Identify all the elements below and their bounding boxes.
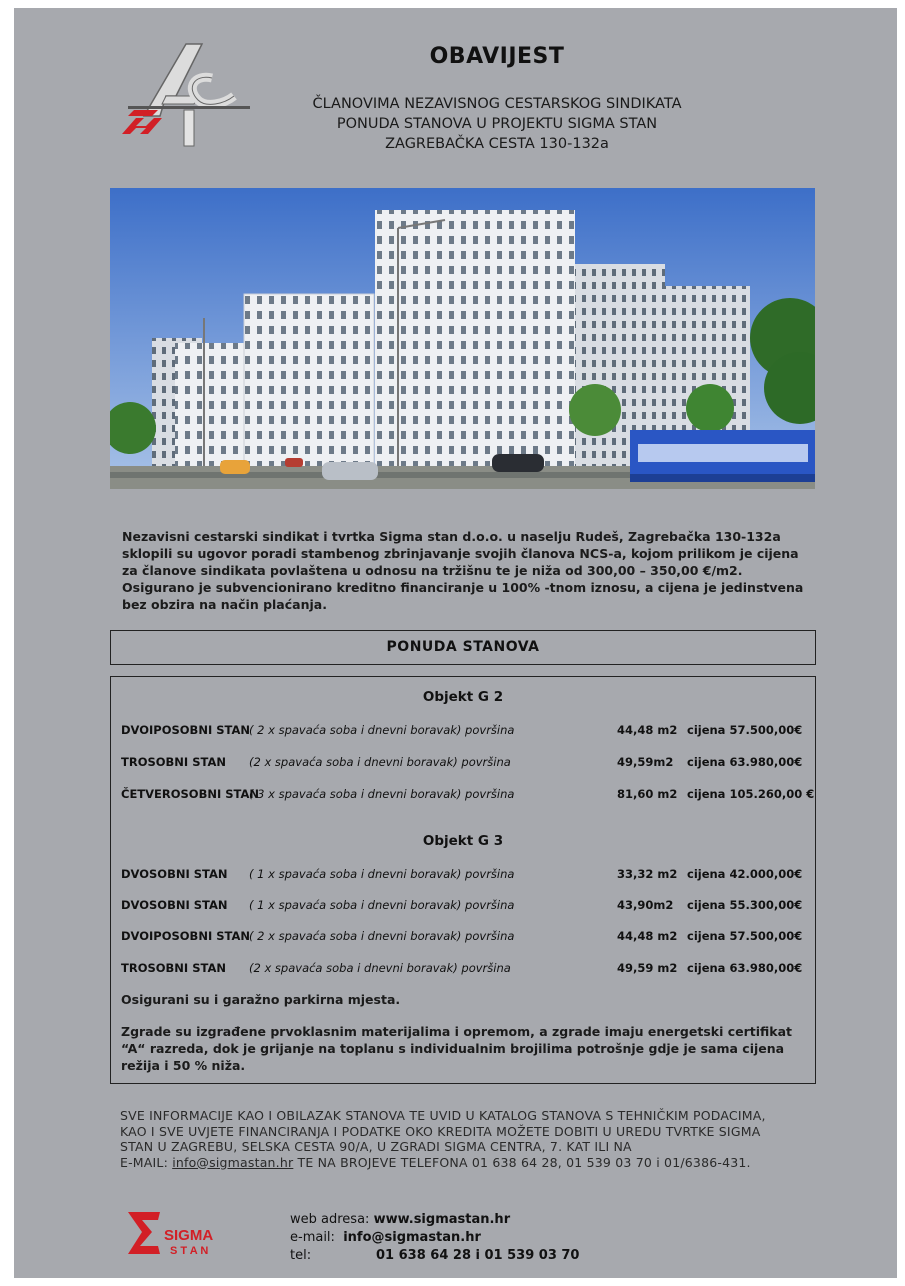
apartment-area: 43,90m2 (617, 898, 674, 912)
page-subtitle (14, 94, 905, 154)
apartment-area: 81,60 m2 (617, 787, 678, 801)
apartment-description: ( 2 x spavaća soba i dnevni boravak) površina (249, 723, 515, 737)
web-label: web adresa: (290, 1212, 370, 1227)
apartment-row (121, 929, 811, 947)
apartment-type: DVOIPOSOBNI STAN (121, 929, 250, 943)
intro-paragraph: Osigurano je subvencionirano kreditno financiranje u 100% -tnom iznosu, a cijena je jedinstvena bez obzira na način plaćanja. (122, 580, 804, 612)
subtitle-line: ZAGREBAČKA CESTA 130-132a (385, 136, 609, 152)
object-title: Objekt G 3 (422, 833, 504, 849)
bottom-contact (290, 1211, 579, 1265)
apartment-type: TROSOBNI STAN (121, 961, 226, 975)
apartment-price: cijena 63.980,00€ (687, 961, 803, 975)
intro-text (122, 528, 812, 613)
apartment-description: ( 2 x spavaća soba i dnevni boravak) površina (249, 929, 515, 943)
web-line (290, 1211, 579, 1229)
apartment-price: cijena 42.000,00€ (687, 867, 803, 881)
email-prefix: E-MAIL: (120, 1154, 173, 1170)
apartment-price: cijena 105.260,00 € (687, 787, 815, 801)
apartment-area: 44,48 m2 (617, 723, 678, 737)
contact-info-text (120, 1108, 820, 1170)
object-title: Objekt G 2 (422, 689, 504, 705)
apartment-price: cijena 55.300,00€ (687, 898, 803, 912)
apartment-type: DVOSOBNI STAN (121, 898, 228, 912)
apartment-type: DVOSOBNI STAN (121, 867, 228, 881)
tel-label: tel: (290, 1248, 312, 1263)
apartment-row (121, 867, 811, 885)
apartment-price: cijena 57.500,00€ (687, 929, 803, 943)
apartment-description: ( 1 x spavaća soba i dnevni boravak) površina (249, 898, 515, 912)
apartment-row (121, 961, 811, 979)
apartment-area: 49,59m2 (617, 755, 674, 769)
parking-note: Osigurani su i garažno parkirna mjesta. (121, 992, 401, 1007)
apartment-area: 33,32 m2 (617, 867, 678, 881)
apartment-price: cijena 63.980,00€ (687, 755, 803, 769)
apartment-price: cijena 57.500,00€ (687, 723, 803, 737)
info-line: STAN U ZAGREBU, SELSKA CESTA 90/A, U ZGRADI SIGMA CENTRA, 7. KAT ILI NA (120, 1139, 632, 1154)
apartment-type: ČETVEROSOBNI STAN (121, 787, 260, 801)
email-label: e-mail: (290, 1230, 335, 1245)
subtitle-line: PONUDA STANOVA U PROJEKTU SIGMA STAN (336, 116, 658, 132)
energy-note: Zgrade su izgrađene prvoklasnim materijalima i opremom, a zgrade imaju energetski certifikat “A“ razreda, dok je grijanje na toplanu s individualnim brojilima potrošnje gdje je sama cijena režija i 50 % niža. (121, 1024, 793, 1073)
apartment-type: TROSOBNI STAN (121, 755, 226, 769)
sigma-stan-logo-icon (126, 1208, 236, 1258)
offer-box (110, 676, 816, 1084)
email-link[interactable]: info@sigmastan.hr (343, 1230, 481, 1245)
phone-numbers: 01 638 64 28 i 01 539 03 70 (376, 1248, 580, 1263)
phone-numbers: TE NA BROJEVE TELEFONA 01 638 64 28, 01 539 03 70 i 01/6386-431. (293, 1154, 751, 1170)
info-line (120, 1155, 820, 1171)
page-title: OBAVIJEST (429, 44, 565, 69)
apartment-area: 44,48 m2 (617, 929, 678, 943)
info-line: KAO I SVE UVJETE FINANCIRANJA I PODATKE OKO KREDITA MOŽETE DOBITI U UREDU TVRTKE SIGMA (120, 1123, 761, 1139)
apartment-type: DVOIPOSOBNI STAN (121, 723, 250, 737)
building-rendering-image (110, 188, 815, 489)
web-link[interactable]: www.sigmastan.hr (373, 1212, 511, 1227)
email-line (290, 1229, 579, 1247)
notice-sheet (14, 8, 897, 1278)
apartment-row (121, 787, 815, 805)
apartment-area: 49,59 m2 (617, 961, 678, 975)
offer-heading: PONUDA STANOVA (110, 630, 816, 665)
apartment-description: ( 3 x spavaća soba i dnevni boravak) površina (249, 787, 515, 801)
intro-paragraph: Nezavisni cestarski sindikat i tvrtka Sigma stan d.o.o. u naselju Rudeš, Zagrebačka 130-132a sklopili su ugovor poradi stambenog zbrinjavanje svojih članova NCS-a, kojom prilikom je cijena za članove sindikata povlaštena u odnosu na tržišnu te je niža od 300,00 – 350,00 €/m2. (122, 529, 799, 578)
sigma-logo-word: SIGMA (164, 1227, 214, 1244)
apartment-description: ( 1 x spavaća soba i dnevni boravak) površina (249, 867, 515, 881)
email-link[interactable]: info@sigmastan.hr (172, 1154, 294, 1170)
apartment-row (121, 755, 811, 773)
apartment-description: (2 x spavaća soba i dnevni boravak) površina (249, 755, 511, 769)
tel-line (290, 1247, 579, 1265)
info-line: SVE INFORMACIJE KAO I OBILAZAK STANOVA TE UVID U KATALOG STANOVA S TEHNIČKIM PODACIMA, (120, 1108, 766, 1123)
subtitle-line: ČLANOVIMA NEZAVISNOG CESTARSKOG SINDIKATA (312, 96, 682, 112)
apartment-row (121, 898, 811, 916)
apartment-row (121, 723, 811, 741)
stan-logo-word: S T A N (170, 1245, 209, 1257)
apartment-description: (2 x spavaća soba i dnevni boravak) površina (249, 961, 511, 975)
